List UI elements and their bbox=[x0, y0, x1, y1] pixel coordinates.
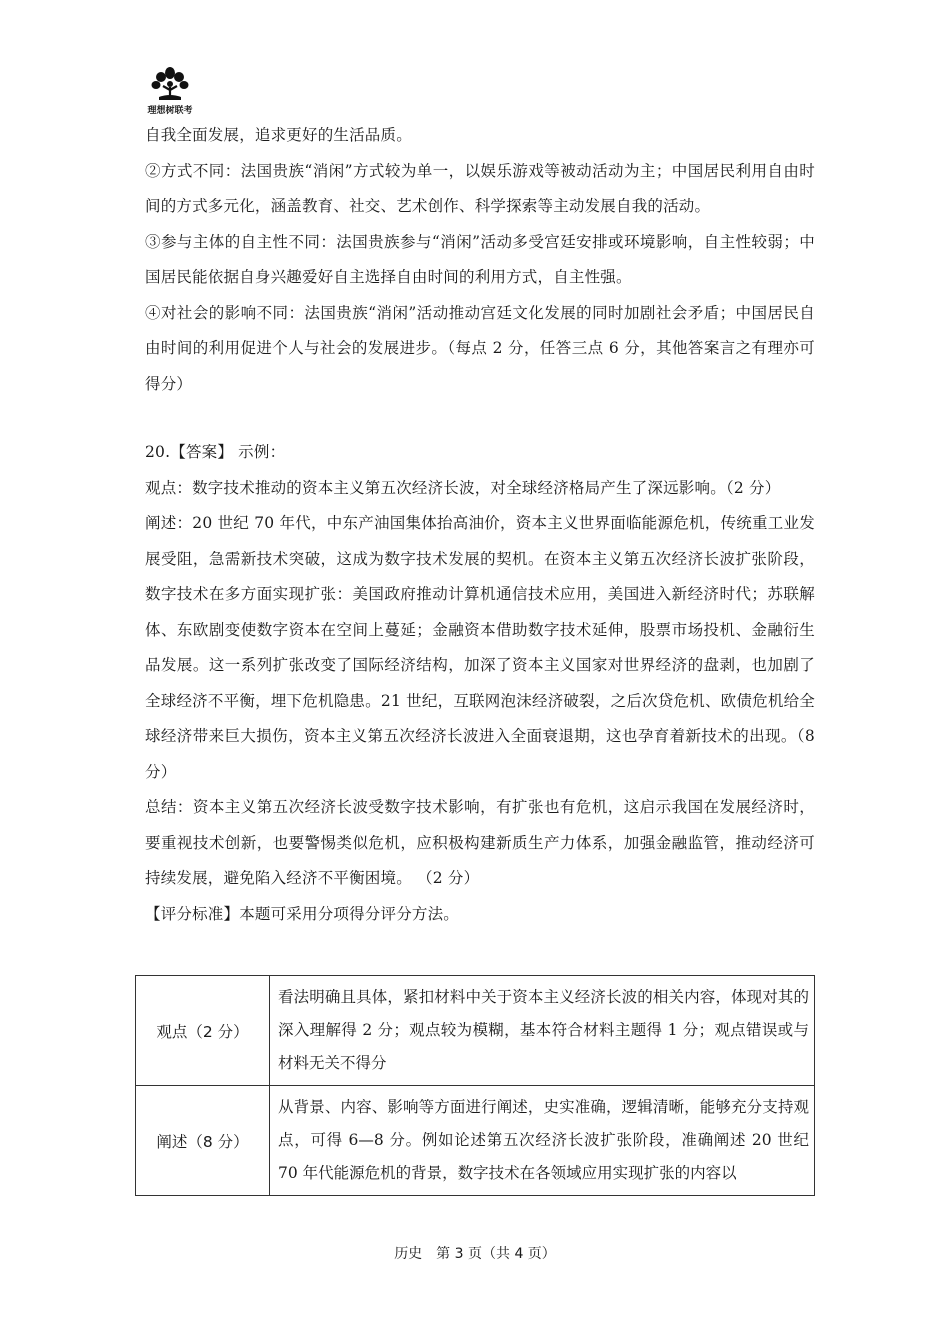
paragraph: 观点：数字技术推动的资本主义第五次经济长波，对全球经济格局产生了深远影响。（2 分） bbox=[145, 478, 781, 497]
question-20-heading: 20.【答案】 示例： bbox=[145, 443, 286, 461]
table-row bbox=[136, 976, 815, 1086]
header-logo bbox=[142, 66, 198, 116]
page-footer: 历史 第 3 页（共 4 页） bbox=[394, 1246, 556, 1262]
scoring-standard-heading: 【评分标准】本题可采用分项得分评分方法。 bbox=[145, 904, 460, 923]
table-row bbox=[136, 1086, 815, 1196]
paragraph: ③参与主体的自主性不同：法国贵族参与“消闲”活动多受宫廷安排或环境影响，自主性较弱；中国居民能依据自身兴趣爱好自主选择自由时间的利用方式，自主性强。 bbox=[145, 232, 815, 286]
paragraph: 自我全面发展，追求更好的生活品质。 bbox=[145, 126, 412, 144]
table-category-cell: 阐述（8 分） bbox=[136, 1086, 270, 1196]
paragraph: ②方式不同：法国贵族“消闲”方式较为单一，以娱乐游戏等被动活动为主；中国居民利用自由时间的方式多元化，涵盖教育、社交、艺术创作、科学探索等主动发展自我的活动。 bbox=[145, 161, 815, 215]
scoring-table bbox=[135, 975, 815, 1196]
table-category-cell: 观点（2 分） bbox=[136, 976, 270, 1086]
paragraph: ④对社会的影响不同：法国贵族“消闲”活动推动宫廷文化发展的同时加剧社会矛盾；中国居民自由时间的利用促进个人与社会的发展进步。（每点 2 分，任答三点 6 分，其他答案言之有理亦可得分） bbox=[145, 303, 815, 393]
answer-content bbox=[145, 118, 815, 932]
paragraph: 总结：资本主义第五次经济长波受数字技术影响，有扩张也有危机，这启示我国在发展经济时，要重视技术创新，也要警惕类似危机，应积极构建新质生产力体系，加强金融监管，推动经济可持续发展，避免陷入经济不平衡困境。 （2 分） bbox=[145, 798, 815, 887]
table-description-cell: 从背景、内容、影响等方面进行阐述，史实准确，逻辑清晰，能够充分支持观点，可得 6—8 分。例如论述第五次经济长波扩张阶段，准确阐述 20 世纪 70 年代能源危机的背景，数字技术在各领域应用实现扩张的内容以 bbox=[270, 1086, 815, 1196]
paragraph: 阐述：20 世纪 70 年代，中东产油国集体抬高油价，资本主义世界面临能源危机，传统重工业发展受阻，急需新技术突破，这成为数字技术发展的契机。在资本主义第五次经济长波扩张阶段，数字技术在多方面实现扩张：美国政府推动计算机通信技术应用，美国进入新经济时代；苏联解体、东欧剧变使数字资本在空间上蔓延；金融资本借助数字技术延伸，股票市场投机、金融衍生品发展。这一系列扩张改变了国际经济结构，加深了资本主义国家对世界经济的盘剥，也加剧了全球经济不平衡，埋下危机隐患。21 世纪，互联网泡沫经济破裂，之后次贷危机、欧债危机给全球经济带来巨大损伤，资本主义第五次经济长波进入全面衰退期，这也孕育着新技术的出现。（8 分） bbox=[145, 514, 815, 781]
tree-logo-icon bbox=[150, 66, 190, 102]
logo-text: 理想树联考 bbox=[147, 106, 193, 116]
table-description-cell: 看法明确且具体，紧扣材料中关于资本主义经济长波的相关内容，体现对其的深入理解得 2 分；观点较为模糊，基本符合材料主题得 1 分；观点错误或与材料无关不得分 bbox=[270, 976, 815, 1086]
